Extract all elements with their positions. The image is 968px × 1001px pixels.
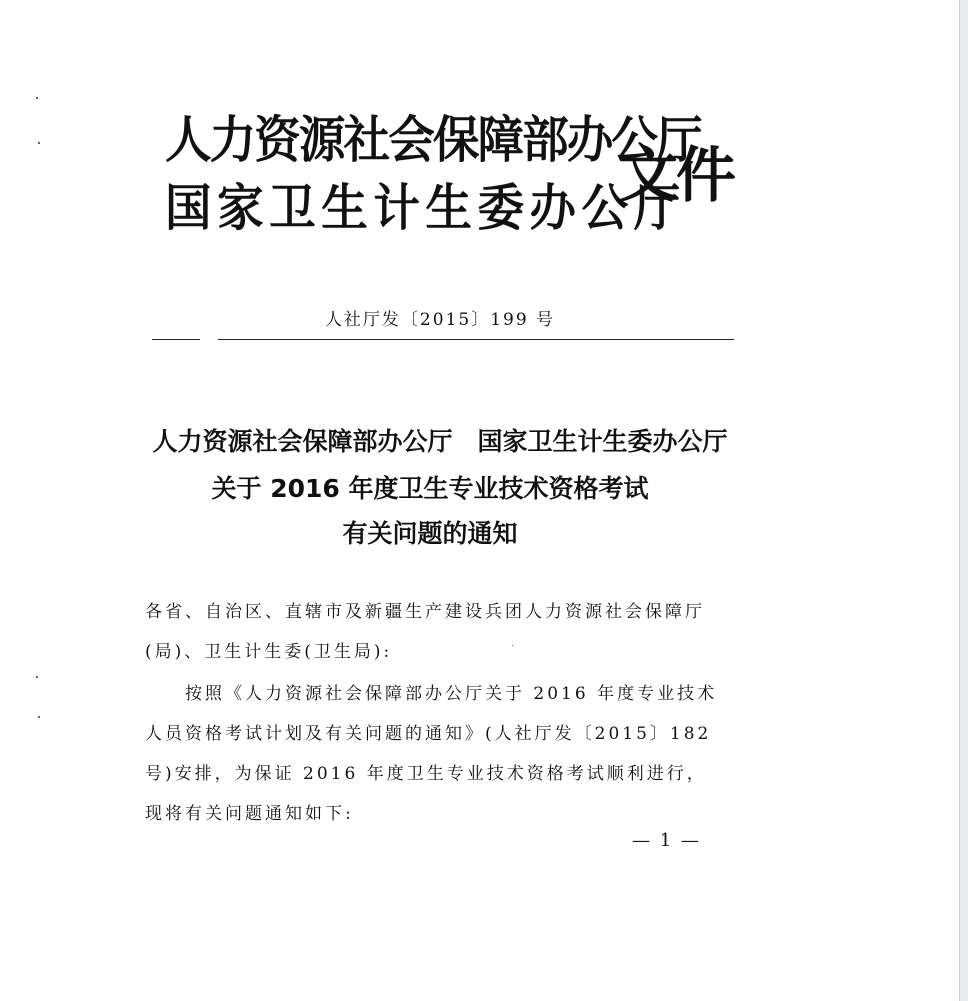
document-number-text: 人社厅发〔2015〕199 号 [324, 310, 556, 330]
notice-title-line-2: 关于 2016 年度卫生专业技术资格考试 [211, 474, 649, 503]
header-divider-left [152, 339, 200, 340]
scan-speck [38, 142, 40, 144]
body-paragraph-line-2: 人员资格考试计划及有关问题的通知》(人社厅发〔2015〕182 [145, 724, 712, 744]
body-paragraph-line-4: 现将有关问题通知如下: [145, 804, 354, 824]
body-paragraph-line-1: 按照《人力资源社会保障部办公厅关于 2016 年度专业技术 [185, 684, 718, 704]
scan-speck [36, 97, 38, 99]
addressee-line-2: (局)、卫生计生委(卫生局): [145, 642, 393, 662]
document-type: 文件 [618, 141, 734, 211]
document-number [0, 305, 900, 330]
scan-speck [36, 676, 38, 678]
notice-title-line-3: 有关问题的通知 [342, 519, 518, 548]
scan-speck [38, 716, 40, 718]
header-divider-right [218, 339, 734, 340]
issuing-agency-2: 国家卫生计生委办公厅 [165, 178, 686, 237]
page-number: — 1 — [632, 830, 701, 851]
issuing-agency-1: 人力资源社会保障部办公厅 [165, 110, 701, 169]
addressee-line-1: 各省、自治区、直辖市及新疆生产建设兵团人力资源社会保障厅 [145, 602, 705, 622]
notice-title-line-1: 人力资源社会保障部办公厅 国家卫生计生委办公厅 [152, 427, 728, 456]
viewer-scroll-edge [959, 0, 968, 1001]
body-paragraph-line-3: 号)安排，为保证 2016 年度卫生专业技术资格考试顺利进行， [145, 764, 707, 784]
